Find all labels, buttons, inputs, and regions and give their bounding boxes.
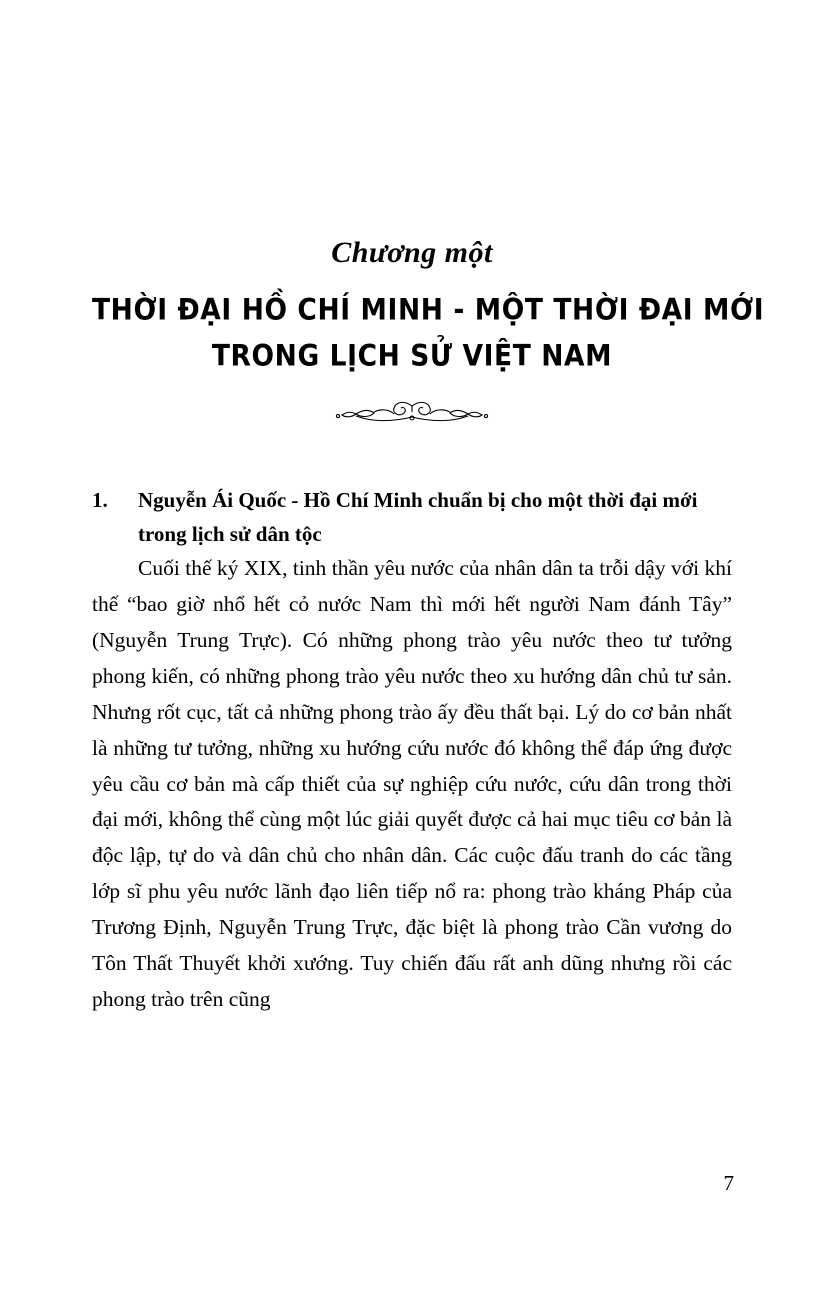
page-content	[92, 0, 765, 1018]
chapter-title-line-2: TRONG LỊCH SỬ VIỆT NAM	[211, 338, 613, 374]
page-number: 7	[723, 1171, 734, 1195]
chapter-title-line-1: THỜI ĐẠI HỒ CHÍ MINH - MỘT THỜI ĐẠI MỚI	[92, 292, 765, 328]
section-heading	[92, 483, 732, 551]
chapter-label: Chương một	[331, 236, 493, 269]
section-number: 1.	[92, 488, 108, 513]
chapter-heading-block	[92, 236, 765, 427]
section-title: Nguyễn Ái Quốc - Hồ Chí Minh chuẩn bị cho một thời đại mới trong lịch sử dân tộc	[138, 488, 698, 547]
chapter-title	[92, 287, 765, 379]
floral-divider-ornament	[312, 399, 512, 427]
body-paragraph: Cuối thế ký XIX, tinh thần yêu nước của nhân dân ta trỗi dậy với khí thế “bao giờ nhổ hết cỏ nước Nam thì mới hết người Nam đánh Tây” (Nguyễn Trung Trực). Có những phong trào yêu nước theo tư tưởng phong kiến, có những phong trào yêu nước theo xu hướng dân chủ tư sản. Nhưng rốt cục, tất cả những phong trào ấy đều thất bại. Lý do cơ bản nhất là những tư tưởng, những xu hướng cứu nước đó không thể đáp ứng được yêu cầu cơ bản mà cấp thiết của sự nghiệp cứu nước, cứu dân trong thời đại mới, không thể cùng một lúc giải quyết được cả hai mục tiêu cơ bản là độc lập, tự do và dân chủ cho nhân dân. Các cuộc đấu tranh do các tầng lớp sĩ phu yêu nước lãnh đạo liên tiếp nổ ra: phong trào kháng Pháp của Trương Định, Nguyễn Trung Trực, đặc biệt là phong trào Cần vương do Tôn Thất Thuyết khởi xướng. Tuy chiến đấu rất anh dũng nhưng rồi các phong trào trên cũng	[92, 556, 732, 1011]
